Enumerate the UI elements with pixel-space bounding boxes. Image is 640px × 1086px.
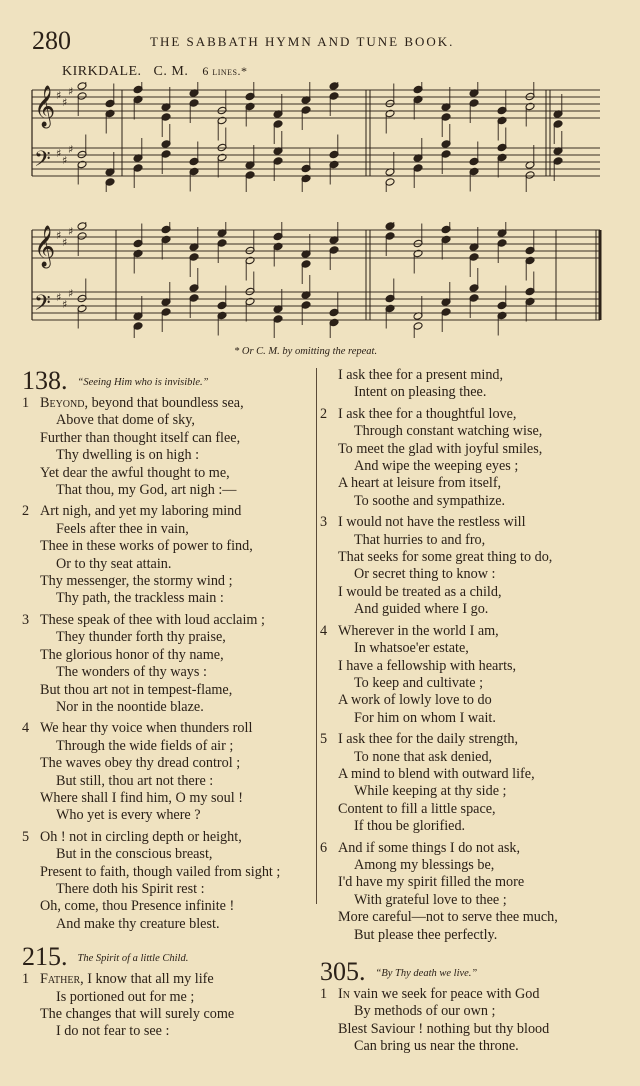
verse-line <box>22 898 314 915</box>
verse-text: Above that dome of sky, <box>56 412 195 429</box>
verse-line <box>22 881 314 898</box>
bass-clef-icon: 𝄢 <box>34 147 51 177</box>
verse-text: But in the conscious breast, <box>56 846 213 863</box>
running-head: THE SABBATH HYMN AND TUNE BOOK. <box>150 34 455 49</box>
verse-line <box>320 532 620 549</box>
verse-line <box>320 749 620 766</box>
verse-line <box>320 692 620 709</box>
verse-line <box>320 1021 620 1038</box>
verse-line <box>320 514 620 531</box>
verse-line <box>320 783 620 800</box>
hymn-number: 138. <box>22 366 68 395</box>
sharp-icon: ♯ <box>56 291 62 304</box>
verse-line <box>22 720 314 737</box>
verse-text: Through the wide fields of air ; <box>56 737 234 754</box>
verse-text: But thou art not in tempest-flame, <box>40 681 233 698</box>
verse-line <box>22 755 314 772</box>
verse-text: Thee in these works of power to find, <box>40 538 253 555</box>
stanza <box>320 986 620 1056</box>
verse-text: That seeks for some great thing to do, <box>338 549 553 566</box>
stanza-number: 1 <box>22 395 30 411</box>
tune-name: KIRKDALE. <box>62 64 142 79</box>
stanza-number: 1 <box>320 986 328 1002</box>
stanza <box>320 840 620 944</box>
stanza <box>22 503 314 607</box>
verse-text: These speak of thee with loud acclaim ; <box>40 611 265 628</box>
verse-line <box>22 699 314 716</box>
verse-text: I ask thee for a present mind, <box>338 367 504 383</box>
verse-text: I would not have the restless will <box>338 514 526 531</box>
verse-text: Who yet is every where ? <box>56 807 201 824</box>
sharp-icon: ♯ <box>56 229 62 242</box>
score-system-2 <box>26 222 606 338</box>
verse-line <box>320 675 620 692</box>
verse-line <box>22 447 314 464</box>
verse-text: I do not fear to see : <box>56 1023 170 1040</box>
verse-text: The changes that will surely come <box>40 1006 235 1022</box>
verse-line <box>320 874 620 891</box>
verse-line <box>22 664 314 681</box>
hymn-motto: “Seeing Him who is invisible.” <box>77 377 209 388</box>
stanza <box>22 720 314 824</box>
verse-line <box>22 773 314 790</box>
verse-text: A work of lowly love to do <box>338 692 492 709</box>
verse-line <box>22 430 314 447</box>
verse-text: Oh, come, thou Presence infinite ! <box>40 898 235 915</box>
stanza-number: 4 <box>22 720 30 737</box>
hymn-motto: “By Thy death we live.” <box>375 968 478 979</box>
stanza <box>22 829 314 933</box>
verse-line <box>22 556 314 573</box>
treble-clef-icon: 𝄞 <box>34 226 56 267</box>
verse-line <box>320 909 620 926</box>
verse-line <box>320 441 620 458</box>
verse-line <box>22 807 314 824</box>
verse-text: To none that ask denied, <box>354 748 493 765</box>
sharp-icon: ♯ <box>68 143 74 156</box>
verse-line <box>22 503 314 520</box>
verse-text: More careful—not to serve thee much, <box>338 909 558 926</box>
verse-text: Or to thy seat attain. <box>56 555 172 572</box>
verse-text: Through constant watching wise, <box>354 423 543 440</box>
treble-clef-icon: 𝄞 <box>34 86 56 127</box>
score-system-1 <box>26 82 606 192</box>
sharp-icon: ♯ <box>62 298 68 311</box>
bass-clef-icon: 𝄢 <box>34 291 51 321</box>
page-number: 280 <box>32 26 71 55</box>
verse-text: The glorious honor of thy name, <box>40 646 224 663</box>
sharp-icon: ♯ <box>56 89 62 102</box>
verse-text: I have a fellowship with hearts, <box>338 657 517 674</box>
hymn-motto: The Spirit of a little Child. <box>77 953 189 965</box>
column-divider <box>316 368 317 904</box>
verse-line <box>320 710 620 727</box>
stanza-number: 2 <box>22 503 30 520</box>
verse-text: Blest Saviour ! nothing but thy blood <box>338 1020 550 1037</box>
sharp-icon: ♯ <box>68 287 74 300</box>
stanza-number: 4 <box>320 622 328 639</box>
stanza-number: 2 <box>320 405 328 422</box>
verse-text: I know that all my life <box>83 971 214 988</box>
verse-text: That hurries to and fro, <box>354 531 486 548</box>
stanza-number: 6 <box>320 839 328 856</box>
right-column <box>320 367 620 1056</box>
hymn <box>320 958 620 1056</box>
verse-line <box>22 629 314 646</box>
verse-text: Can bring us near the throne. <box>354 1038 519 1055</box>
verse-line <box>22 573 314 590</box>
verse-line <box>22 538 314 555</box>
tune-meter: C. M. <box>153 64 189 79</box>
music-system-1 <box>26 82 606 192</box>
verse-text: Is portioned out for me ; <box>56 988 195 1005</box>
verse-line <box>22 682 314 699</box>
verse-text: But please thee perfectly. <box>354 926 498 943</box>
sharp-icon: ♯ <box>68 225 74 238</box>
verse-text: I ask thee for the daily strength, <box>338 731 519 748</box>
verse-line <box>22 989 314 1006</box>
stanza-first-word: Father, <box>40 971 84 988</box>
verse-text: vain we seek for peace with God <box>349 986 540 1002</box>
verse-line <box>320 458 620 475</box>
verse-line <box>320 927 620 944</box>
verse-line <box>320 584 620 601</box>
sharp-icon: ♯ <box>68 85 74 98</box>
sharp-icon: ♯ <box>62 236 68 249</box>
stanza <box>22 971 314 1041</box>
verse-text: And if some things I do not ask, <box>338 839 521 856</box>
verse-text: I ask thee for a thoughtful love, <box>338 405 517 422</box>
verse-text: We hear thy voice when thunders roll <box>40 720 253 737</box>
verse-line <box>22 829 314 846</box>
verse-line <box>22 916 314 933</box>
verse-text: A heart at leisure from itself, <box>338 475 502 492</box>
verse-line <box>320 475 620 492</box>
verse-line <box>320 493 620 510</box>
verse-text: Further than thought itself can flee, <box>40 429 241 446</box>
verse-line <box>320 766 620 783</box>
verse-text: Content to fill a little space, <box>338 800 496 817</box>
verse-line <box>22 647 314 664</box>
verse-text: By methods of our own ; <box>354 1003 496 1020</box>
verse-line <box>320 601 620 618</box>
verse-text: Thy messenger, the stormy wind ; <box>40 573 233 590</box>
verse-line <box>22 790 314 807</box>
verse-text: Or secret thing to know : <box>354 566 496 583</box>
stanza-number: 1 <box>22 971 30 988</box>
left-column <box>22 367 314 1041</box>
verse-text: Art nigh, and yet my laboring mind <box>40 503 242 520</box>
verse-text: If thou be glorified. <box>354 818 466 835</box>
music-system-2 <box>26 222 606 338</box>
verse-line <box>22 395 314 412</box>
stanza <box>320 514 620 618</box>
verse-line <box>22 465 314 482</box>
verse-line <box>320 801 620 818</box>
stanza-first-word: Beyond, <box>40 395 89 411</box>
verse-text: The waves obey thy dread control ; <box>40 755 241 772</box>
verse-text: For him on whom I wait. <box>354 709 496 726</box>
stanza <box>22 395 314 499</box>
hymn <box>320 367 620 944</box>
stanza-number: 5 <box>320 731 328 748</box>
verse-text: That thou, my God, art nigh :— <box>56 482 237 499</box>
verse-text: beyond that boundless sea, <box>88 395 244 411</box>
verse-text: And wipe the weeping eyes ; <box>354 458 519 475</box>
verse-text: Feels after thee in vain, <box>56 520 189 537</box>
verse-line <box>22 1006 314 1023</box>
hymn-number: 305. <box>320 957 366 986</box>
verse-line <box>320 892 620 909</box>
verse-text: And make thy creature blest. <box>56 915 220 932</box>
verse-text: Present to faith, though vailed from sight ; <box>40 863 281 880</box>
verse-line <box>320 423 620 440</box>
verse-line <box>22 1023 314 1040</box>
verse-line <box>320 658 620 675</box>
verse-line <box>22 846 314 863</box>
verse-line <box>320 1038 620 1055</box>
verse-text: I would be treated as a child, <box>338 583 502 600</box>
hymn <box>22 367 314 933</box>
sharp-icon: ♯ <box>56 147 62 160</box>
verse-text: Among my blessings be, <box>354 856 495 873</box>
verse-line <box>320 406 620 423</box>
verse-text: To soothe and sympathize. <box>354 492 506 509</box>
stanza <box>320 623 620 727</box>
verse-text: With grateful love to thee ; <box>354 891 507 908</box>
verse-text: But still, thou art not there : <box>56 772 214 789</box>
verse-text: Yet dear the awful thought to me, <box>40 464 230 481</box>
verse-line <box>22 521 314 538</box>
sharp-icon: ♯ <box>62 154 68 167</box>
verse-line <box>320 623 620 640</box>
hymn-heading <box>320 958 620 986</box>
verse-text: Wherever in the world I am, <box>338 622 499 639</box>
verse-text: To meet the glad with joyful smiles, <box>338 440 543 457</box>
stanza-first-word: In <box>338 986 350 1002</box>
tune-title <box>62 64 248 80</box>
verse-text: Where shall I find him, O my soul ! <box>40 789 243 806</box>
verse-text: They thunder forth thy praise, <box>56 629 226 646</box>
verse-text: Thy path, the trackless main : <box>56 590 224 607</box>
verse-text: Intent on pleasing thee. <box>354 384 487 401</box>
verse-line <box>22 971 314 988</box>
verse-line <box>320 566 620 583</box>
verse-text: To keep and cultivate ; <box>354 674 484 691</box>
verse-text: Nor in the noontide blaze. <box>56 698 204 715</box>
verse-line <box>320 384 620 401</box>
verse-line <box>22 612 314 629</box>
verse-line <box>320 549 620 566</box>
verse-line <box>320 367 620 384</box>
hymn-number: 215. <box>22 942 68 972</box>
verse-line <box>320 840 620 857</box>
verse-text: A mind to blend with outward life, <box>338 765 535 782</box>
verse-text: I'd have my spirit filled the more <box>338 874 525 891</box>
stanza-number: 3 <box>22 611 30 628</box>
tune-note: 6 lines.* <box>202 64 248 78</box>
verse-text: And guided where I go. <box>354 601 489 618</box>
verse-text: In whatsoe'er estate, <box>354 640 469 657</box>
music-footnote: * Or C. M. by omitting the repeat. <box>234 346 378 357</box>
hymn <box>22 943 314 1041</box>
hymn-heading <box>22 943 314 971</box>
verse-text: The wonders of thy ways : <box>56 664 207 681</box>
verse-line <box>22 738 314 755</box>
verse-text: There doth his Spirit rest : <box>56 880 205 897</box>
verse-line <box>320 857 620 874</box>
verse-line <box>22 864 314 881</box>
stanza <box>320 406 620 510</box>
hymn-heading <box>22 367 314 395</box>
stanza <box>320 367 620 402</box>
verse-text: Oh ! not in circling depth or height, <box>40 828 242 845</box>
verse-line <box>320 731 620 748</box>
verse-text: Thy dwelling is on high : <box>56 447 200 464</box>
verse-line <box>22 590 314 607</box>
verse-line <box>320 640 620 657</box>
stanza <box>22 612 314 716</box>
sharp-icon: ♯ <box>62 96 68 109</box>
stanza-number: 5 <box>22 828 30 845</box>
verse-text: While keeping at thy side ; <box>354 783 507 800</box>
verse-line <box>22 482 314 499</box>
stanza-number: 3 <box>320 514 328 531</box>
verse-line <box>22 412 314 429</box>
verse-line <box>320 986 620 1003</box>
verse-line <box>320 818 620 835</box>
verse-line <box>320 1003 620 1020</box>
stanza <box>320 731 620 835</box>
